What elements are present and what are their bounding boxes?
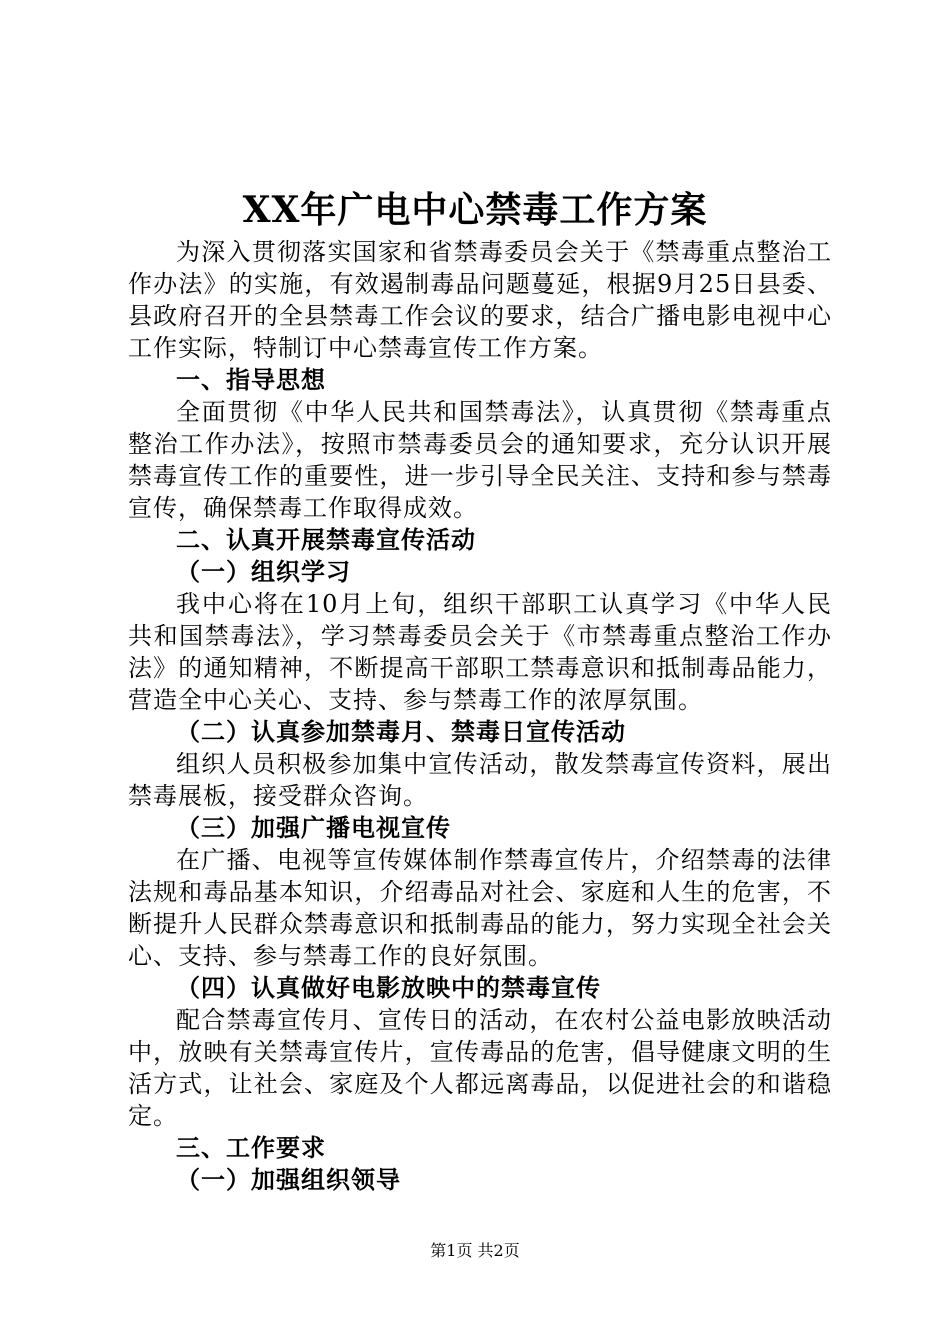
subsection-heading-broadcast: （三）加强广播电视宣传: [176, 814, 451, 842]
page-footer: 第1页 共2页: [430, 1241, 520, 1260]
document-body: [128, 236, 832, 1196]
paragraph-broadcast: 在广播、电视等宣传媒体制作禁毒宣传片，介绍禁毒的法律法规和毒品基本知识，介绍毒品对社会、家庭和人生的危害，不断提升人民群众禁毒意识和抵制毒品的能力，努力实现全社会关心、支持、参与禁毒工作的良好氛围。: [128, 846, 832, 970]
section-heading-requirements: 三、工作要求: [176, 1134, 326, 1162]
section-heading-guiding-thought: 一、指导思想: [176, 366, 326, 394]
paragraph-intro: 为深入贯彻落实国家和省禁毒委员会关于《禁毒重点整治工作办法》的实施，有效遏制毒品问题蔓延，根据9月25日县委、县政府召开的全县禁毒工作会议的要求，结合广播电影电视中心工作实际，特制订中心禁毒宣传工作方案。: [128, 238, 832, 362]
subsection-heading-film: （四）认真做好电影放映中的禁毒宣传: [176, 974, 601, 1002]
paragraph-film: 配合禁毒宣传月、宣传日的活动，在农村公益电影放映活动中，放映有关禁毒宣传片，宣传毒品的危害，倡导健康文明的生活方式，让社会、家庭及个人都远离毒品，以促进社会的和谐稳定。: [128, 1006, 832, 1130]
subsection-heading-study: （一）组织学习: [176, 558, 351, 586]
document-title: XX年广电中心禁毒工作方案: [242, 189, 708, 231]
subsection-heading-leadership: （一）加强组织领导: [176, 1166, 401, 1194]
paragraph-guiding-thought: 全面贯彻《中华人民共和国禁毒法》，认真贯彻《禁毒重点整治工作办法》，按照市禁毒委员会的通知要求，充分认识开展禁毒宣传工作的重要性，进一步引导全民关注、支持和参与禁毒宣传，确保禁毒工作取得成效。: [128, 398, 832, 522]
paragraph-study: 我中心将在10月上旬，组织干部职工认真学习《中华人民共和国禁毒法》，学习禁毒委员会关于《市禁毒重点整治工作办法》的通知精神，不断提高干部职工禁毒意识和抵制毒品能力，营造全中心关心、支持、参与禁毒工作的浓厚氛围。: [128, 590, 832, 714]
paragraph-month-day: 组织人员积极参加集中宣传活动，散发禁毒宣传资料，展出禁毒展板，接受群众咨询。: [128, 750, 832, 810]
subsection-heading-month-day: （二）认真参加禁毒月、禁毒日宣传活动: [176, 718, 626, 746]
section-heading-campaign: 二、认真开展禁毒宣传活动: [176, 526, 476, 554]
